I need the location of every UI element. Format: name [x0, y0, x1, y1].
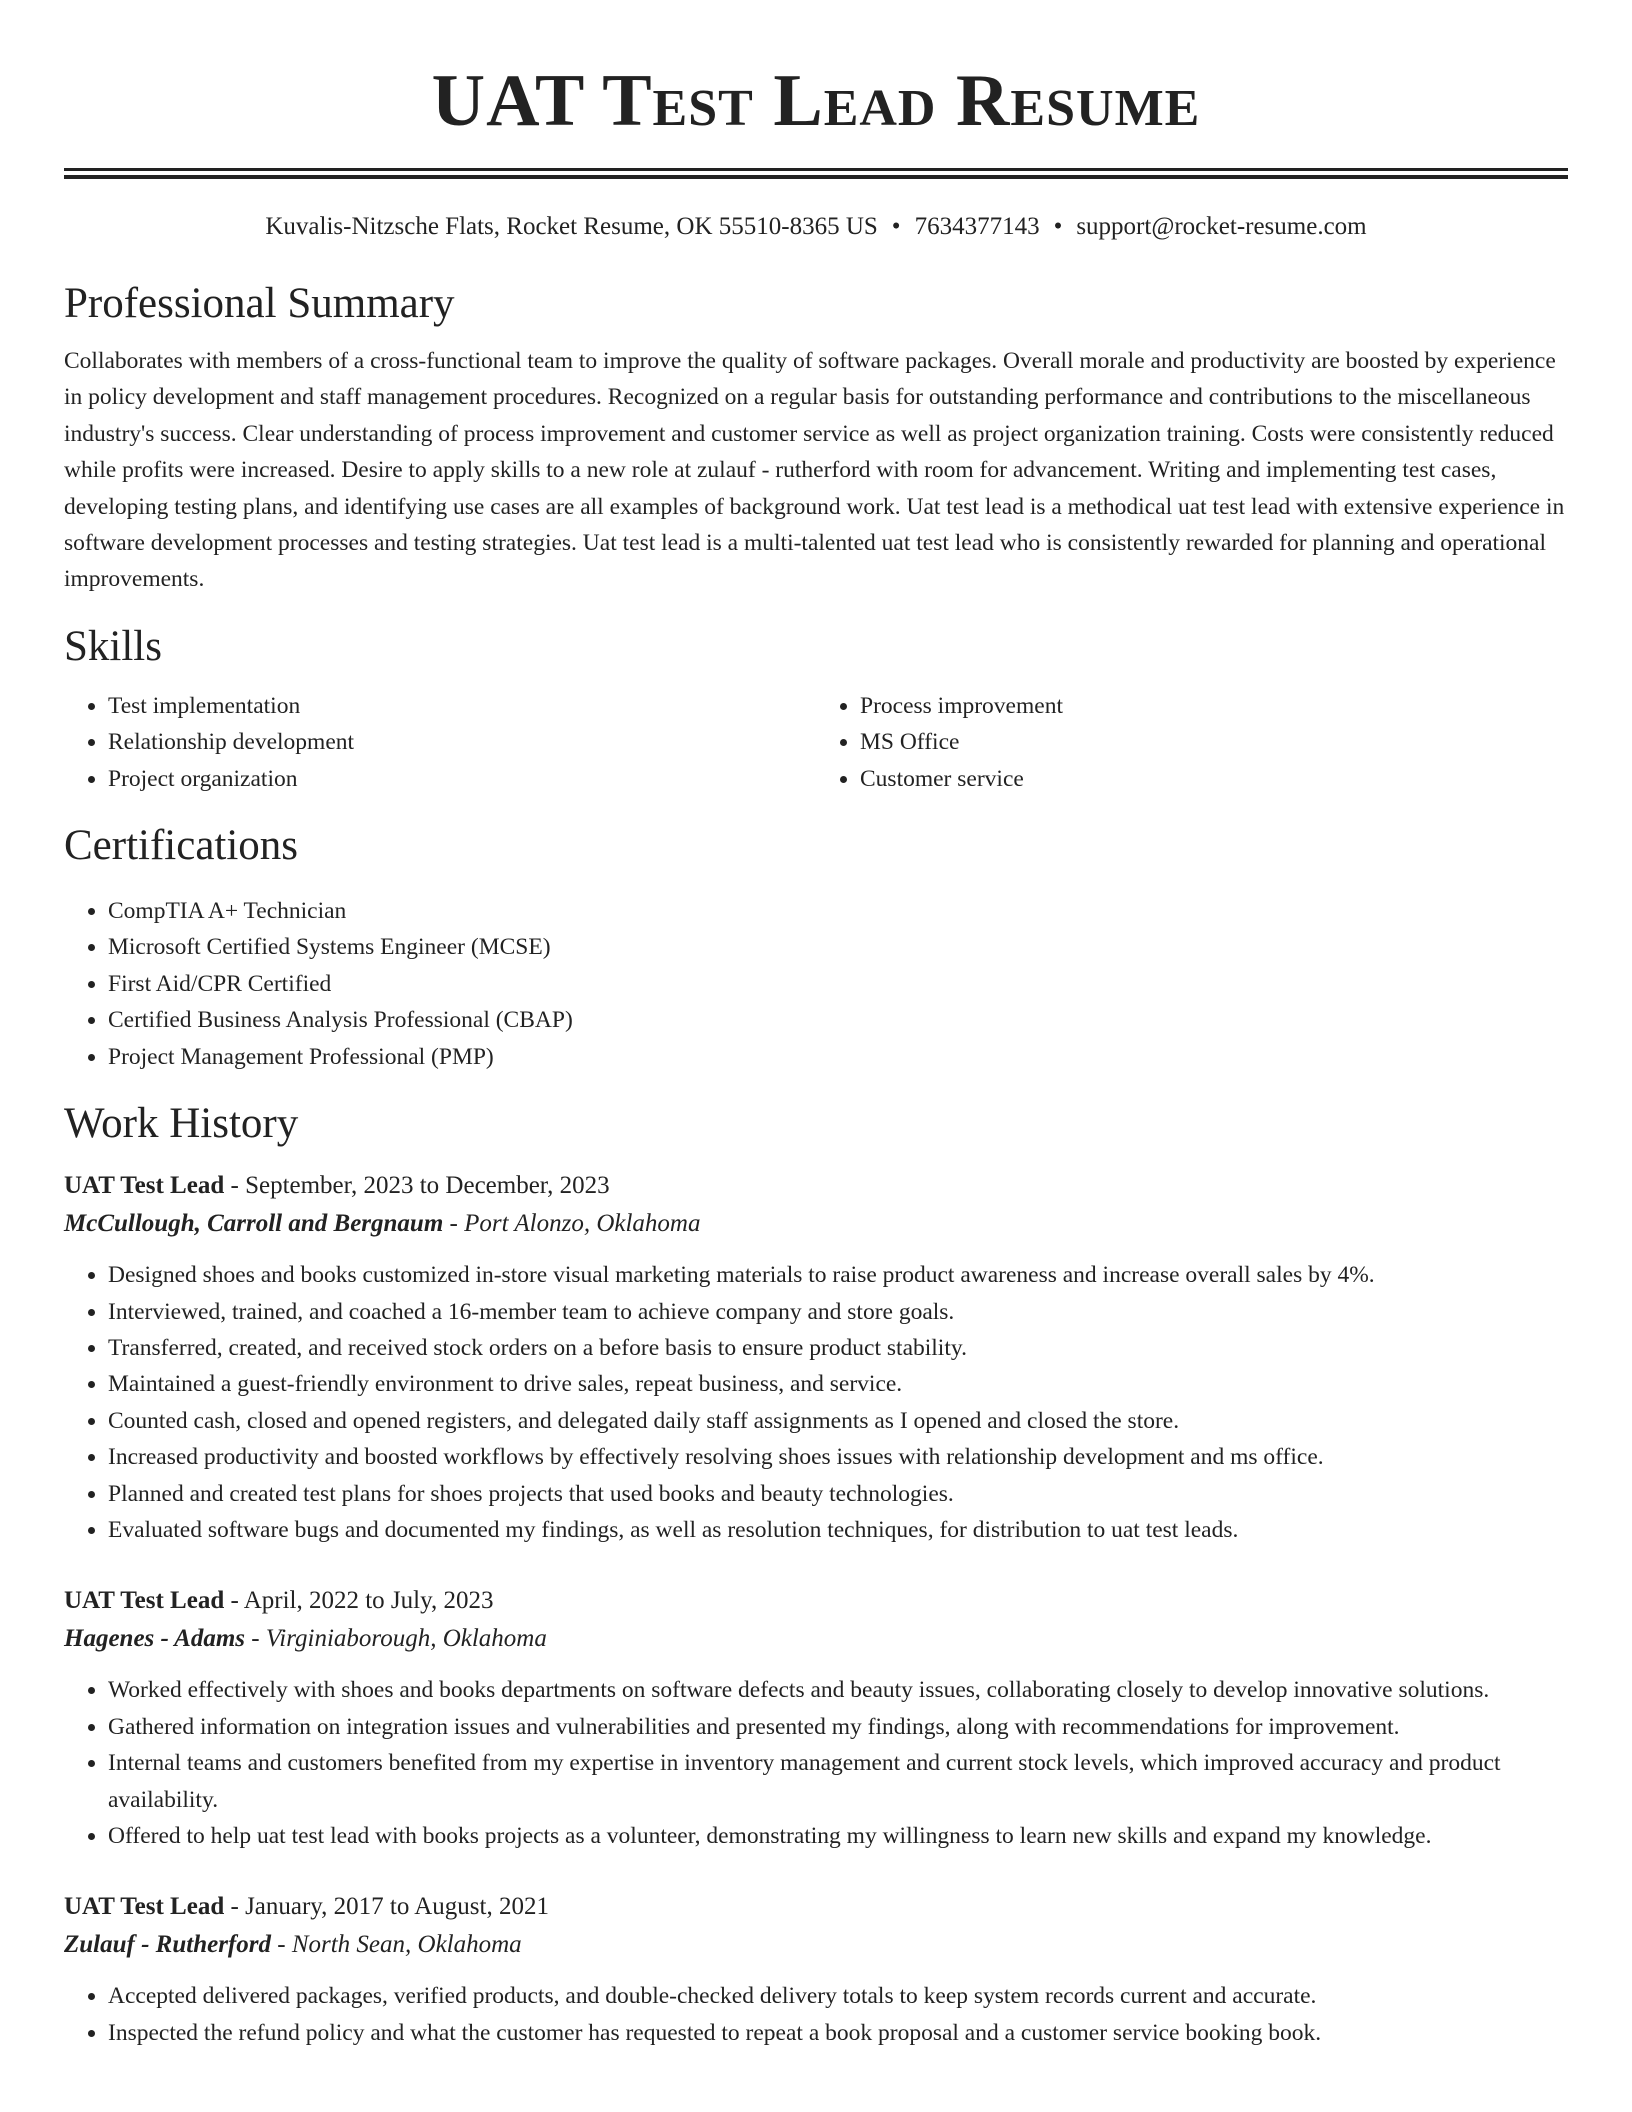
skill-item: • Project organization: [108, 761, 816, 797]
job-title-line: UAT Test Lead - September, 2023 to December, 2023: [64, 1172, 610, 1200]
skill-item: • Customer service: [860, 761, 1568, 797]
resume-title: UAT Test Lead Resume: [431, 60, 1201, 142]
job-bullet: • Evaluated software bugs and documented my findings, as well as resolution techniques, for distribution to uat test leads.: [108, 1512, 1568, 1548]
job-bullet: • Maintained a guest-friendly environment to drive sales, repeat business, and service.: [108, 1366, 1568, 1402]
certification-item: • Certified Business Analysis Professional (CBAP): [108, 1002, 1568, 1038]
certifications-list: [64, 893, 1568, 1075]
job-entry: [64, 1582, 1568, 1854]
job-bullet: • Interviewed, trained, and coached a 16-member team to achieve company and store goals.: [108, 1294, 1568, 1330]
contact-address: Kuvalis-Nitzsche Flats, Rocket Resume, OK 55510-8365 US: [265, 213, 878, 240]
certification-item: • Microsoft Certified Systems Engineer (MCSE): [108, 929, 1568, 965]
job-title-line: UAT Test Lead - April, 2022 to July, 2023: [64, 1587, 494, 1615]
job-bullet: • Internal teams and customers benefited from my expertise in inventory management and current stock levels, which improved accuracy and product availability.: [108, 1745, 1568, 1818]
skills-left-list: [64, 688, 816, 797]
job-bullets: [64, 1978, 1568, 2051]
skill-item: • MS Office: [860, 724, 1568, 760]
contact-separator: •: [891, 213, 901, 240]
title-double-rule: [64, 168, 1568, 179]
job-bullet: • Transferred, created, and received stock orders on a before basis to ensure product stability.: [108, 1330, 1568, 1366]
work-history-heading: Work History: [64, 1100, 299, 1148]
skills-heading: Skills: [64, 622, 162, 670]
contact-phone: 7634377143: [914, 213, 1040, 240]
job-location: North Sean, Oklahoma: [291, 1931, 522, 1959]
contact-separator: •: [1053, 213, 1063, 240]
certification-item: • Project Management Professional (PMP): [108, 1039, 1568, 1075]
job-location: Virginiaborough, Oklahoma: [265, 1625, 547, 1653]
job-location: Port Alonzo, Oklahoma: [464, 1210, 701, 1238]
job-bullet: • Gathered information on integration issues and vulnerabilities and presented my findings, along with recommendations for improvement.: [108, 1709, 1568, 1745]
job-bullets: [64, 1672, 1568, 1854]
job-dates: April, 2022 to July, 2023: [243, 1587, 494, 1615]
job-dates: January, 2017 to August, 2021: [245, 1893, 549, 1921]
certification-item: • CompTIA A+ Technician: [108, 893, 1568, 929]
skills-right-list: [816, 688, 1568, 797]
job-title: UAT Test Lead: [64, 1893, 225, 1921]
job-bullet: • Worked effectively with shoes and books departments on software defects and beauty issues, collaborating closely to develop innovative solutions.: [108, 1672, 1568, 1708]
contact-email: support@rocket-resume.com: [1076, 213, 1367, 240]
job-entry: [64, 1167, 1568, 1548]
job-company: McCullough, Carroll and Bergnaum: [64, 1210, 444, 1238]
job-bullet: • Counted cash, closed and opened registers, and delegated daily staff assignments as I opened and closed the store.: [108, 1403, 1568, 1439]
summary-heading: Professional Summary: [64, 280, 455, 327]
job-company-line: Hagenes - Adams - Virginiaborough, Oklahoma: [64, 1625, 547, 1653]
job-bullet: • Offered to help uat test lead with books projects as a volunteer, demonstrating my willingness to learn new skills and expand my knowledge.: [108, 1818, 1568, 1854]
summary-text: Collaborates with members of a cross-functional team to improve the quality of software packages. Overall morale and productivity are boosted by experience in policy development and staff management procedures. Recognized on a regular basis for outstanding performance and contributions to the miscellaneous industry's success. Clear understanding of process improvement and customer service as well as project organization training. Costs were consistently reduced while profits were increased. Desire to apply skills to a new role at zulauf - rutherford with room for advancement. Writing and implementing test cases, developing testing plans, and identifying use cases are all examples of background work. Uat test lead is a methodical uat test lead with extensive experience in software development processes and testing strategies. Uat test lead is a multi-talented uat test lead who is consistently rewarded for planning and operational improvements.: [64, 348, 1565, 593]
job-entry: [64, 1888, 1568, 2051]
job-bullet: • Accepted delivered packages, verified products, and double-checked delivery totals to keep system records current and accurate.: [108, 1978, 1568, 2014]
skill-item: • Process improvement: [860, 688, 1568, 724]
certification-item: • First Aid/CPR Certified: [108, 966, 1568, 1002]
skills-columns: [64, 688, 1568, 797]
skill-item: • Relationship development: [108, 724, 816, 760]
contact-line: [64, 211, 1568, 243]
job-company: Hagenes - Adams: [64, 1625, 246, 1653]
job-bullet: • Inspected the refund policy and what the customer has requested to repeat a book proposal and a customer service booking book.: [108, 2015, 1568, 2051]
certifications-heading: Certifications: [64, 822, 299, 870]
job-bullets: [64, 1257, 1568, 1548]
job-title-line: UAT Test Lead - January, 2017 to August, 2021: [64, 1893, 549, 1921]
resume-page: [64, 0, 1568, 2051]
job-dates: September, 2023 to December, 2023: [245, 1172, 610, 1200]
job-company: Zulauf - Rutherford: [64, 1931, 271, 1959]
job-title: UAT Test Lead: [64, 1172, 225, 1200]
job-bullet: • Increased productivity and boosted workflows by effectively resolving shoes issues with relationship development and ms office.: [108, 1439, 1568, 1475]
job-bullet: • Planned and created test plans for shoes projects that used books and beauty technologies.: [108, 1476, 1568, 1512]
job-title: UAT Test Lead: [64, 1587, 225, 1615]
job-bullet: • Designed shoes and books customized in-store visual marketing materials to raise product awareness and increase overall sales by 4%.: [108, 1257, 1568, 1293]
job-company-line: Zulauf - Rutherford - North Sean, Oklahoma: [64, 1931, 522, 1959]
skill-item: • Test implementation: [108, 688, 816, 724]
job-company-line: McCullough, Carroll and Bergnaum - Port Alonzo, Oklahoma: [64, 1210, 701, 1238]
